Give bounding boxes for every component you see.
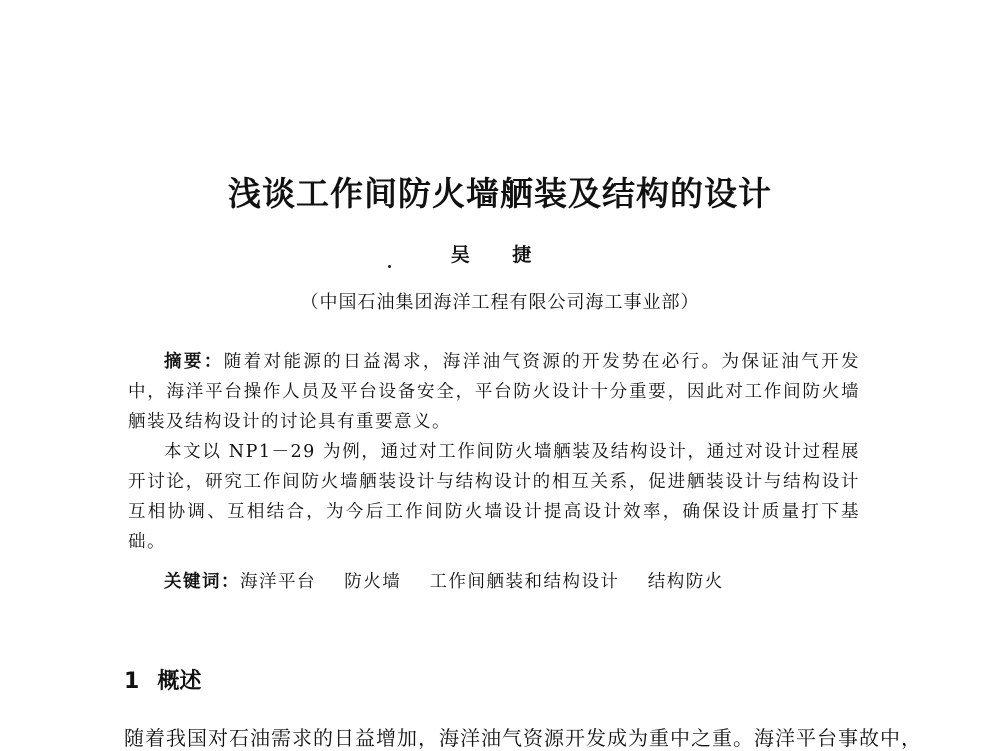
keywords-text: 海洋平台 防火墙 工作间舾装和结构设计 结构防火: [240, 572, 724, 592]
abstract-paragraph-2: 本文以 NP1－29 为例，通过对工作间防火墙舾装及结构设计，通过对设计过程展开讨论，研究工作间防火墙舾装设计与结构设计的相互关系，促进舾装设计与结构设计互相协调、互相结合，为今后工作间防火墙设计提高设计效率，确保设计质量打下基础。: [128, 442, 860, 552]
abstract: [128, 347, 860, 557]
section-number: 1: [124, 669, 140, 694]
section-heading: [124, 664, 201, 695]
paper-title: 浅谈工作间防火墙舾装及结构的设计: [228, 174, 772, 213]
abstract-paragraph-1: [128, 347, 860, 437]
keywords-label: 关键词：: [164, 572, 240, 592]
author-name: 吴 捷: [450, 244, 550, 266]
keywords: [164, 568, 724, 593]
abstract-label: 摘要：: [164, 352, 224, 372]
section-body-first-line: 随着我国对石油需求的日益增加，海洋油气资源开发成为重中之重。海洋平台事故中，: [124, 726, 922, 750]
section-title: 概述: [157, 669, 202, 694]
abstract-text: 随着对能源的日益渴求，海洋油气资源的开发势在必行。为保证油气开发中，海洋平台操作人员及平台设备安全，平台防火设计十分重要，因此对工作间防火墙舾装及结构设计的讨论具有重要意义。: [128, 352, 861, 432]
author-affiliation: （中国石油集团海洋工程有限公司海工事业部）: [300, 292, 700, 313]
